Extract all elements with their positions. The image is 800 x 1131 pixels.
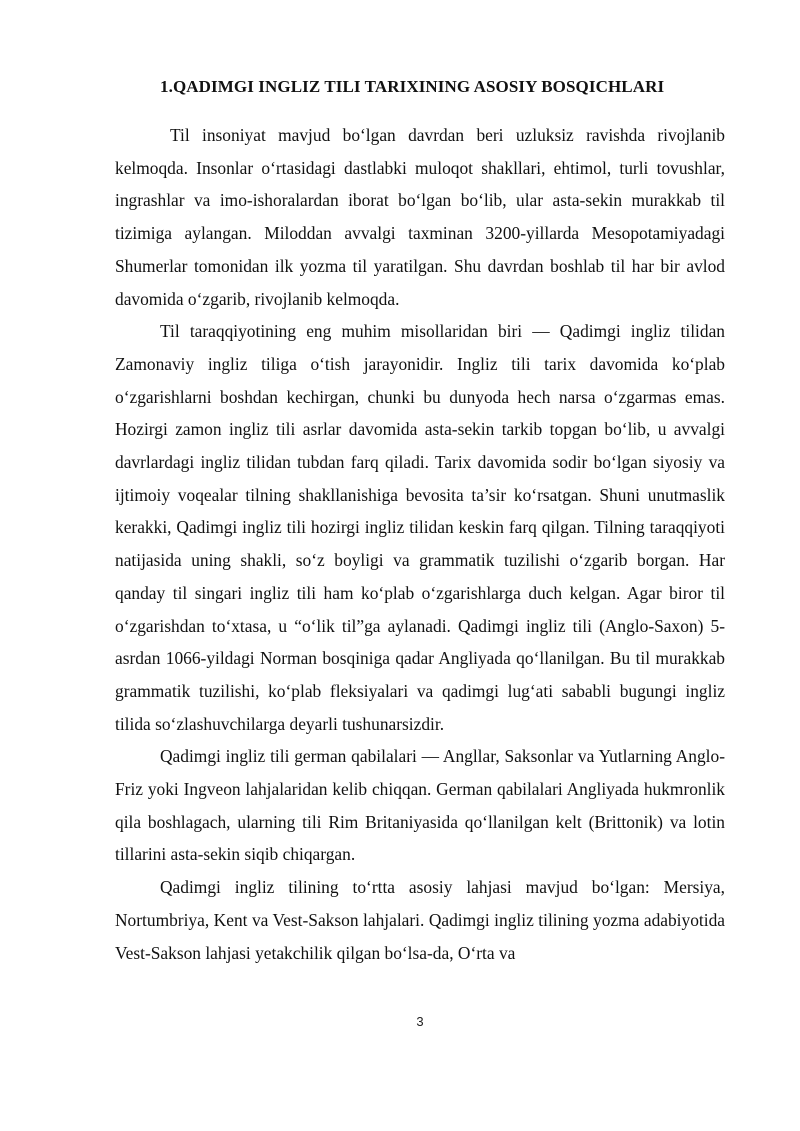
paragraph-2: Til taraqqiyotining eng muhim misollaridan biri — Qadimgi ingliz tilidan Zamonaviy ingliz tiliga o‘tish jarayonidir. Ingliz tili tarix davomida ko‘plab o‘zgarishlarni boshdan kechirgan, chunki bu dunyoda hech narsa o‘zgarmas emas. Hozirgi zamon ingliz tili asrlar davomida asta-sekin tarkib topgan bo‘lib, u avvalgi davrlardagi ingliz tilidan tubdan farq qiladi. Tarix davomida sodir bo‘lgan siyosiy va ijtimoiy voqealar tilning shakllanishiga bevosita ta’sir ko‘rsatgan. Shuni unutmaslik kerakki, Qadimgi ingliz tili hozirgi ingliz tilidan keskin farq qilgan. Tilning taraqqiyoti natijasida uning shakli, so‘z boyligi va grammatik tuzilishi o‘zgarib borgan. Har qanday til singari ingliz tili ham ko‘plab o‘zgarishlarga duch kelgan. Agar biror til o‘zgarishdan to‘xtasa, u “o‘lik til”ga aylanadi. Qadimgi ingliz tili (Anglo-Saxon) 5-asrdan 1066-yildagi Norman bosqiniga qadar Angliyada qo‘llanilgan. Bu til murakkab grammatik tuzilishi, ko‘plab fleksiyalari va qadimgi lug‘ati sababli bugungi ingliz tilida so‘zlashuvchilarga deyarli tushunarsizdir.: [115, 321, 725, 734]
paragraph-3: Qadimgi ingliz tili german qabilalari — Angllar, Saksonlar va Yutlarning Anglo-Friz yoki Ingveon lahjalaridan kelib chiqqan. German qabilalari Angliyada hukmronlik qila boshlagach, ularning tili Rim Britaniyasida qo‘llanilgan kelt (Brittonik) va lotin tillarini asta-sekin siqib chiqargan.: [115, 746, 725, 865]
body-text: [115, 119, 725, 969]
paragraph-1: Til insoniyat mavjud bo‘lgan davrdan beri uzluksiz ravishda rivojlanib kelmoqda. Insonlar o‘rtasidagi dastlabki muloqot shakllari, ehtimol, turli tovushlar, ingrashlar va imo-ishoralardan iborat bo‘lgan bo‘lib, ular asta-sekin murakkab til tizimiga aylangan. Miloddan avvalgi taxminan 3200-yillarda Mesopotamiyadagi Shumerlar tomonidan ilk yozma til yaratilgan. Shu davrdan boshlab til har bir avlod davomida o‘zgarib, rivojlanib kelmoqda.: [115, 125, 725, 309]
page-number: 3: [416, 1014, 424, 1029]
section-heading: 1.QADIMGI INGLIZ TILI TARIXINING ASOSIY BOSQICHLARI: [160, 77, 665, 96]
paragraph-4: Qadimgi ingliz tilining to‘rtta asosiy lahjasi mavjud bo‘lgan: Mersiya, Nortumbriya, Kent va Vest-Sakson lahjalari. Qadimgi ingliz tilining yozma adabiyotida Vest-Sakson lahjasi yetakchilik qilgan bo‘lsa-da, O‘rta va: [115, 877, 725, 963]
